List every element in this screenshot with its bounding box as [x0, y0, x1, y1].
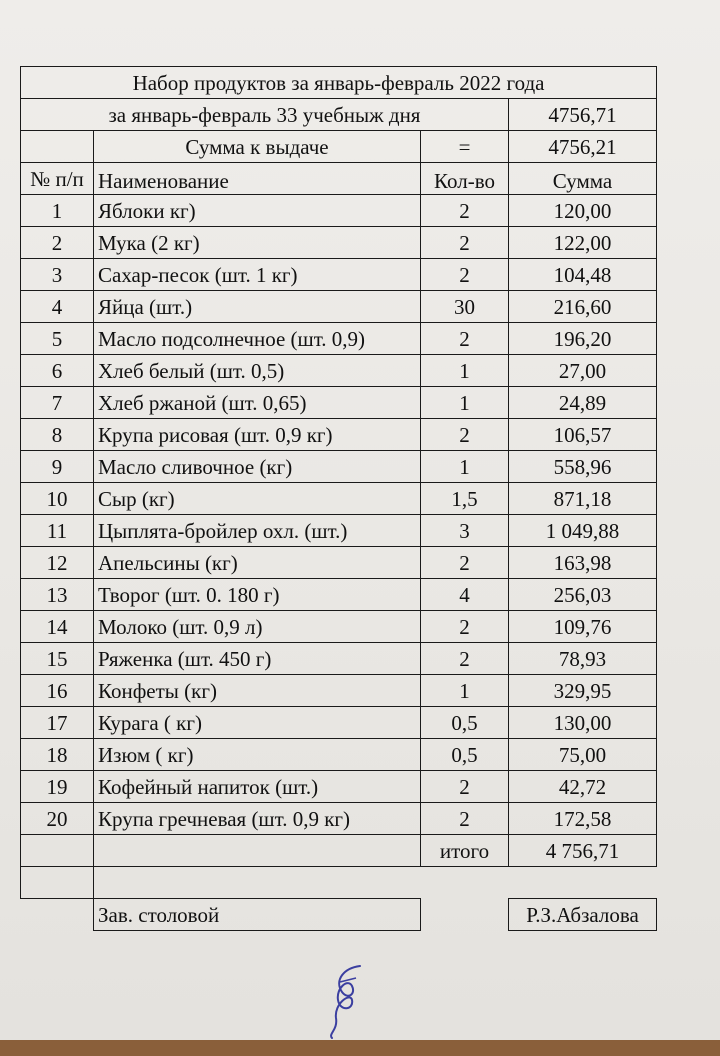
table-row	[21, 259, 657, 291]
row-qty: 2	[421, 227, 509, 259]
row-qty: 30	[421, 291, 509, 323]
row-sum: 104,48	[509, 259, 657, 291]
payout-label: Сумма к выдаче	[94, 131, 421, 163]
total-label: итого	[421, 835, 509, 867]
row-sum: 24,89	[509, 387, 657, 419]
row-qty: 1,5	[421, 483, 509, 515]
row-number: 10	[21, 483, 94, 515]
row-sum: 106,57	[509, 419, 657, 451]
col-header-sum: Сумма	[509, 163, 657, 195]
total-empty-name	[94, 835, 421, 867]
row-sum: 78,93	[509, 643, 657, 675]
row-number: 13	[21, 579, 94, 611]
row-sum: 42,72	[509, 771, 657, 803]
row-number: 17	[21, 707, 94, 739]
row-sum: 109,76	[509, 611, 657, 643]
table-row	[21, 195, 657, 227]
row-number: 7	[21, 387, 94, 419]
row-sum: 120,00	[509, 195, 657, 227]
blank-cell-right	[94, 867, 657, 899]
row-number: 15	[21, 643, 94, 675]
payout-empty-cell	[21, 131, 94, 163]
row-number: 9	[21, 451, 94, 483]
row-qty: 2	[421, 195, 509, 227]
row-sum: 256,03	[509, 579, 657, 611]
sign-name: Р.З.Абзалова	[509, 899, 657, 931]
row-number: 6	[21, 355, 94, 387]
row-name: Изюм ( кг)	[94, 739, 421, 771]
table-row	[21, 675, 657, 707]
row-name: Хлеб белый (шт. 0,5)	[94, 355, 421, 387]
sign-role: Зав. столовой	[94, 899, 421, 931]
table-row	[21, 419, 657, 451]
row-name: Сыр (кг)	[94, 483, 421, 515]
row-name: Ряженка (шт. 450 г)	[94, 643, 421, 675]
table-row	[21, 483, 657, 515]
row-qty: 1	[421, 675, 509, 707]
row-qty: 1	[421, 355, 509, 387]
row-sum: 163,98	[509, 547, 657, 579]
row-name: Цыплята-бройлер охл. (шт.)	[94, 515, 421, 547]
table-row	[21, 739, 657, 771]
col-header-num: № п/п	[21, 163, 94, 195]
col-header-qty: Кол-во	[421, 163, 509, 195]
row-name: Курага ( кг)	[94, 707, 421, 739]
table-row	[21, 515, 657, 547]
row-qty: 2	[421, 803, 509, 835]
payout-eq: =	[421, 131, 509, 163]
row-name: Крупа гречневая (шт. 0,9 кг)	[94, 803, 421, 835]
period-amount: 4756,71	[509, 99, 657, 131]
row-sum: 172,58	[509, 803, 657, 835]
row-qty: 0,5	[421, 739, 509, 771]
signature-mark	[322, 960, 376, 1040]
row-sum: 216,60	[509, 291, 657, 323]
row-number: 16	[21, 675, 94, 707]
table-surface	[0, 1040, 720, 1056]
row-number: 11	[21, 515, 94, 547]
row-name: Кофейный напиток (шт.)	[94, 771, 421, 803]
table-row	[21, 707, 657, 739]
row-sum: 329,95	[509, 675, 657, 707]
row-qty: 3	[421, 515, 509, 547]
row-number: 18	[21, 739, 94, 771]
table-row	[21, 579, 657, 611]
table-row	[21, 451, 657, 483]
row-number: 8	[21, 419, 94, 451]
row-qty: 2	[421, 771, 509, 803]
row-number: 4	[21, 291, 94, 323]
sign-middle-gap	[421, 899, 509, 931]
row-qty: 2	[421, 547, 509, 579]
row-name: Молоко (шт. 0,9 л)	[94, 611, 421, 643]
table-row	[21, 547, 657, 579]
row-name: Сахар-песок (шт. 1 кг)	[94, 259, 421, 291]
table-row	[21, 291, 657, 323]
total-amount: 4 756,71	[509, 835, 657, 867]
row-sum: 130,00	[509, 707, 657, 739]
table-row	[21, 323, 657, 355]
row-number: 12	[21, 547, 94, 579]
row-number: 20	[21, 803, 94, 835]
signature-row	[21, 899, 657, 931]
col-header-name: Наименование	[94, 163, 421, 195]
row-sum: 558,96	[509, 451, 657, 483]
total-empty-num	[21, 835, 94, 867]
row-name: Мука (2 кг)	[94, 227, 421, 259]
row-sum: 871,18	[509, 483, 657, 515]
table-row	[21, 643, 657, 675]
sign-left-gap	[21, 899, 94, 931]
blank-row	[21, 867, 657, 899]
table-row	[21, 771, 657, 803]
row-qty: 2	[421, 259, 509, 291]
total-row	[21, 835, 657, 867]
table-row	[21, 387, 657, 419]
blank-cell-left	[21, 867, 94, 899]
row-qty: 1	[421, 451, 509, 483]
period-label: за январь-февраль 33 учебныж дня	[21, 99, 509, 131]
row-number: 1	[21, 195, 94, 227]
row-qty: 0,5	[421, 707, 509, 739]
row-qty: 2	[421, 643, 509, 675]
row-qty: 2	[421, 419, 509, 451]
row-number: 19	[21, 771, 94, 803]
row-qty: 1	[421, 387, 509, 419]
row-qty: 4	[421, 579, 509, 611]
row-sum: 196,20	[509, 323, 657, 355]
row-name: Творог (шт. 0. 180 г)	[94, 579, 421, 611]
products-table	[20, 66, 657, 931]
row-qty: 2	[421, 323, 509, 355]
row-name: Апельсины (кг)	[94, 547, 421, 579]
row-number: 2	[21, 227, 94, 259]
row-name: Хлеб ржаной (шт. 0,65)	[94, 387, 421, 419]
table-row	[21, 803, 657, 835]
row-number: 14	[21, 611, 94, 643]
row-name: Яблоки кг)	[94, 195, 421, 227]
document-title: Набор продуктов за январь-февраль 2022 года	[21, 67, 657, 99]
table-row	[21, 227, 657, 259]
row-name: Конфеты (кг)	[94, 675, 421, 707]
row-sum: 122,00	[509, 227, 657, 259]
row-number: 3	[21, 259, 94, 291]
row-sum: 1 049,88	[509, 515, 657, 547]
row-number: 5	[21, 323, 94, 355]
row-sum: 27,00	[509, 355, 657, 387]
payout-amount: 4756,21	[509, 131, 657, 163]
row-name: Масло подсолнечное (шт. 0,9)	[94, 323, 421, 355]
table-row	[21, 355, 657, 387]
row-name: Крупа рисовая (шт. 0,9 кг)	[94, 419, 421, 451]
row-name: Масло сливочное (кг)	[94, 451, 421, 483]
row-qty: 2	[421, 611, 509, 643]
row-sum: 75,00	[509, 739, 657, 771]
row-name: Яйца (шт.)	[94, 291, 421, 323]
table-row	[21, 611, 657, 643]
